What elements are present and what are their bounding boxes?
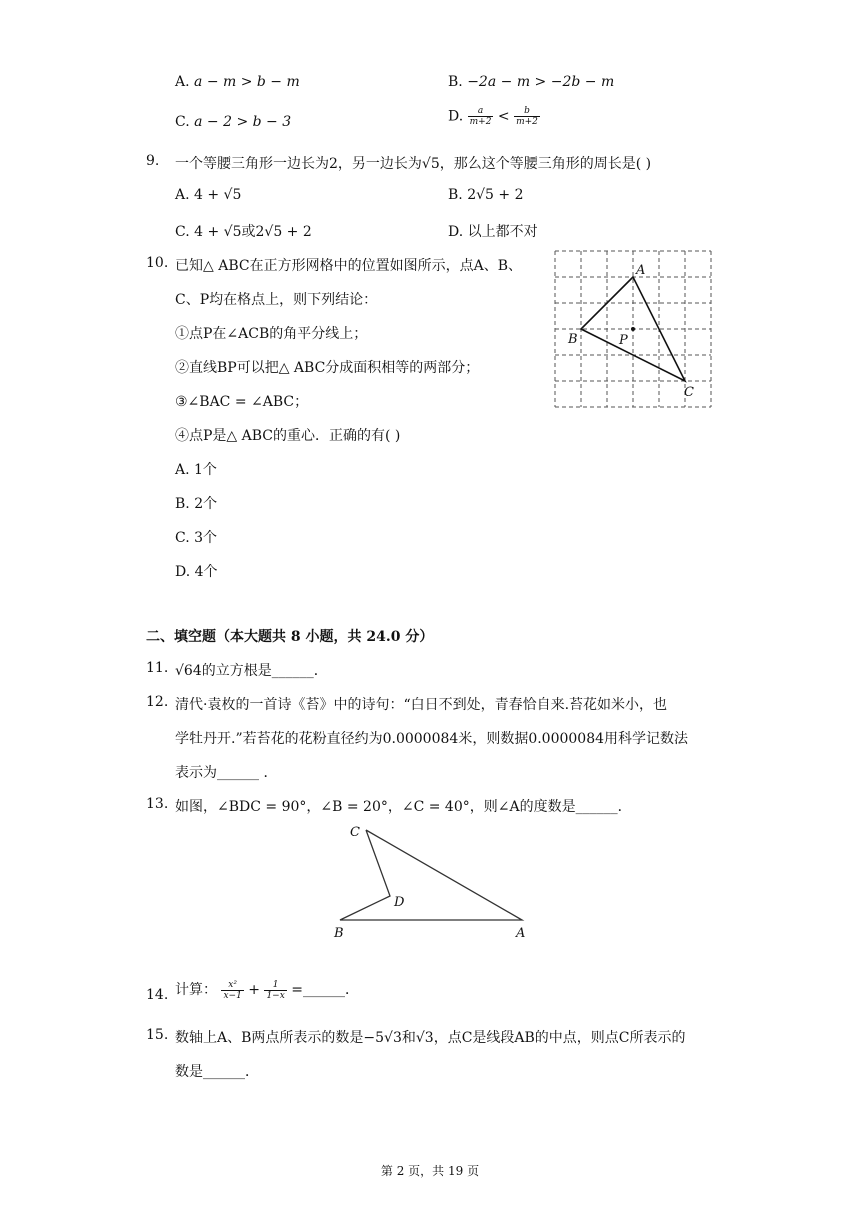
fraction-num: b (514, 106, 540, 117)
option-text: a − 2 > b − 3 (194, 114, 292, 130)
q9-option-b (448, 187, 523, 203)
fraction (221, 980, 243, 1001)
q8-option-a (175, 74, 300, 90)
q15-line2: 数是______． (175, 1064, 259, 1080)
fraction-den: 1−x (266, 990, 285, 1001)
option-letter: A. (175, 74, 190, 90)
q15-line1: 数轴上A、B两点所表示的数是−5√3和√3，点C是线段AB的中点，则点C所表示的 (175, 1030, 686, 1046)
section-title: 二、填空题（本大题共 8 小题，共 24.0 分） (146, 629, 434, 645)
q10-option-d (175, 561, 218, 581)
q9-option-c (175, 221, 312, 241)
option-text: 以上都不对 (467, 224, 538, 240)
label-d: D (394, 895, 405, 910)
option-text: 4 + √5 (194, 187, 242, 203)
fraction (468, 106, 494, 127)
option-text: 2个 (194, 496, 218, 512)
option-text: −2a − m > −2b − m (467, 74, 615, 90)
q13-stem: 如图，∠BDC = 90°，∠B = 20°，∠C = 40°，则∠A的度数是______． (175, 799, 632, 815)
option-text: 3个 (194, 530, 218, 546)
q14-stem (175, 979, 359, 1001)
option-text: 2√5 + 2 (467, 187, 524, 203)
option-letter: B. (448, 187, 463, 203)
q10-statement-1: ①点P在∠ACB的角平分线上； (175, 326, 368, 342)
point-p (631, 327, 635, 331)
q10-statement-4: ④点P是△ ABC的重心．正确的有( ) (175, 428, 401, 444)
q8-option-d (448, 106, 540, 127)
q10-line2: C、P均在格点上，则下列结论： (175, 292, 378, 308)
q9-number: 9. (146, 153, 160, 169)
fraction (514, 106, 540, 127)
option-letter: D. (448, 224, 464, 240)
fraction-num: x² (221, 980, 243, 991)
option-text: 4 + √5或2√5 + 2 (194, 224, 312, 240)
option-letter: B. (448, 74, 463, 90)
q11-number: 11. (146, 660, 169, 676)
q10-line1: 已知△ ABC在正方形网格中的位置如图所示，点A、B、 (175, 258, 522, 274)
stem-text: =______． (291, 982, 359, 998)
q13-number: 13. (146, 796, 169, 812)
fraction-den: m+2 (469, 117, 492, 127)
option-text: 4个 (194, 564, 218, 580)
option-letter: B. (175, 496, 190, 512)
option-letter: D. (175, 564, 191, 580)
fraction-num: a (468, 106, 494, 117)
sqrt-expression: √64 (175, 663, 202, 679)
q10-option-c (175, 527, 217, 547)
q8-option-c (175, 114, 291, 130)
option-text: 1个 (194, 462, 217, 478)
label-c: C (684, 385, 694, 400)
q9-stem: 一个等腰三角形一边长为2，另一边长为√5，那么这个等腰三角形的周长是( ) (175, 156, 652, 172)
operator: < (497, 108, 510, 125)
q9-option-a (175, 187, 241, 203)
label-a: A (636, 263, 646, 278)
fraction (264, 980, 286, 1001)
q10-grid-figure (550, 246, 718, 412)
q10-statement-3: ③∠BAC = ∠ABC； (175, 394, 309, 410)
q12-line1: 清代·袁枚的一首诗《苔》中的诗句：“白日不到处，青春恰自来.苔花如米小，也 (175, 697, 668, 713)
label-b: B (568, 332, 578, 347)
q10-number: 10. (146, 255, 169, 271)
option-letter: C. (175, 224, 190, 240)
page-footer: 第 2 页，共 19 页 (380, 1164, 480, 1178)
option-text: a − m > b − m (194, 74, 300, 90)
stem-text: 计算： (175, 982, 217, 998)
option-letter: C. (175, 114, 190, 130)
q9-option-d (448, 221, 538, 241)
q14-number: 14. (146, 987, 169, 1003)
option-letter: A. (175, 187, 190, 203)
shape-cdba (340, 830, 522, 920)
q12-line3: 表示为______ ． (175, 765, 278, 781)
q12-number: 12. (146, 694, 169, 710)
stem-text: 的立方根是______． (201, 663, 328, 679)
q10-statement-2: ②直线BP可以把△ ABC分成面积相等的两部分； (175, 360, 480, 376)
label-b: B (334, 926, 344, 941)
q13-figure (330, 820, 540, 942)
q10-option-a (175, 459, 217, 479)
option-letter: C. (175, 530, 190, 546)
fraction-den: m+2 (516, 117, 538, 127)
operator: + (248, 982, 260, 998)
q15-number: 15. (146, 1027, 169, 1043)
fraction-num: 1 (264, 980, 286, 991)
q8-option-b (448, 74, 614, 90)
fraction-den: x−1 (223, 990, 242, 1001)
label-c: C (350, 825, 360, 840)
option-letter: A. (175, 462, 190, 478)
option-letter: D. (448, 108, 464, 125)
label-a: A (516, 926, 526, 941)
label-p: P (619, 333, 628, 348)
q12-line2: 学牡丹开.”若苔花的花粉直径约为0.0000084米，则数据0.0000084用科学记数法 (175, 731, 689, 747)
q10-option-b (175, 493, 217, 513)
q11-stem (175, 660, 328, 680)
